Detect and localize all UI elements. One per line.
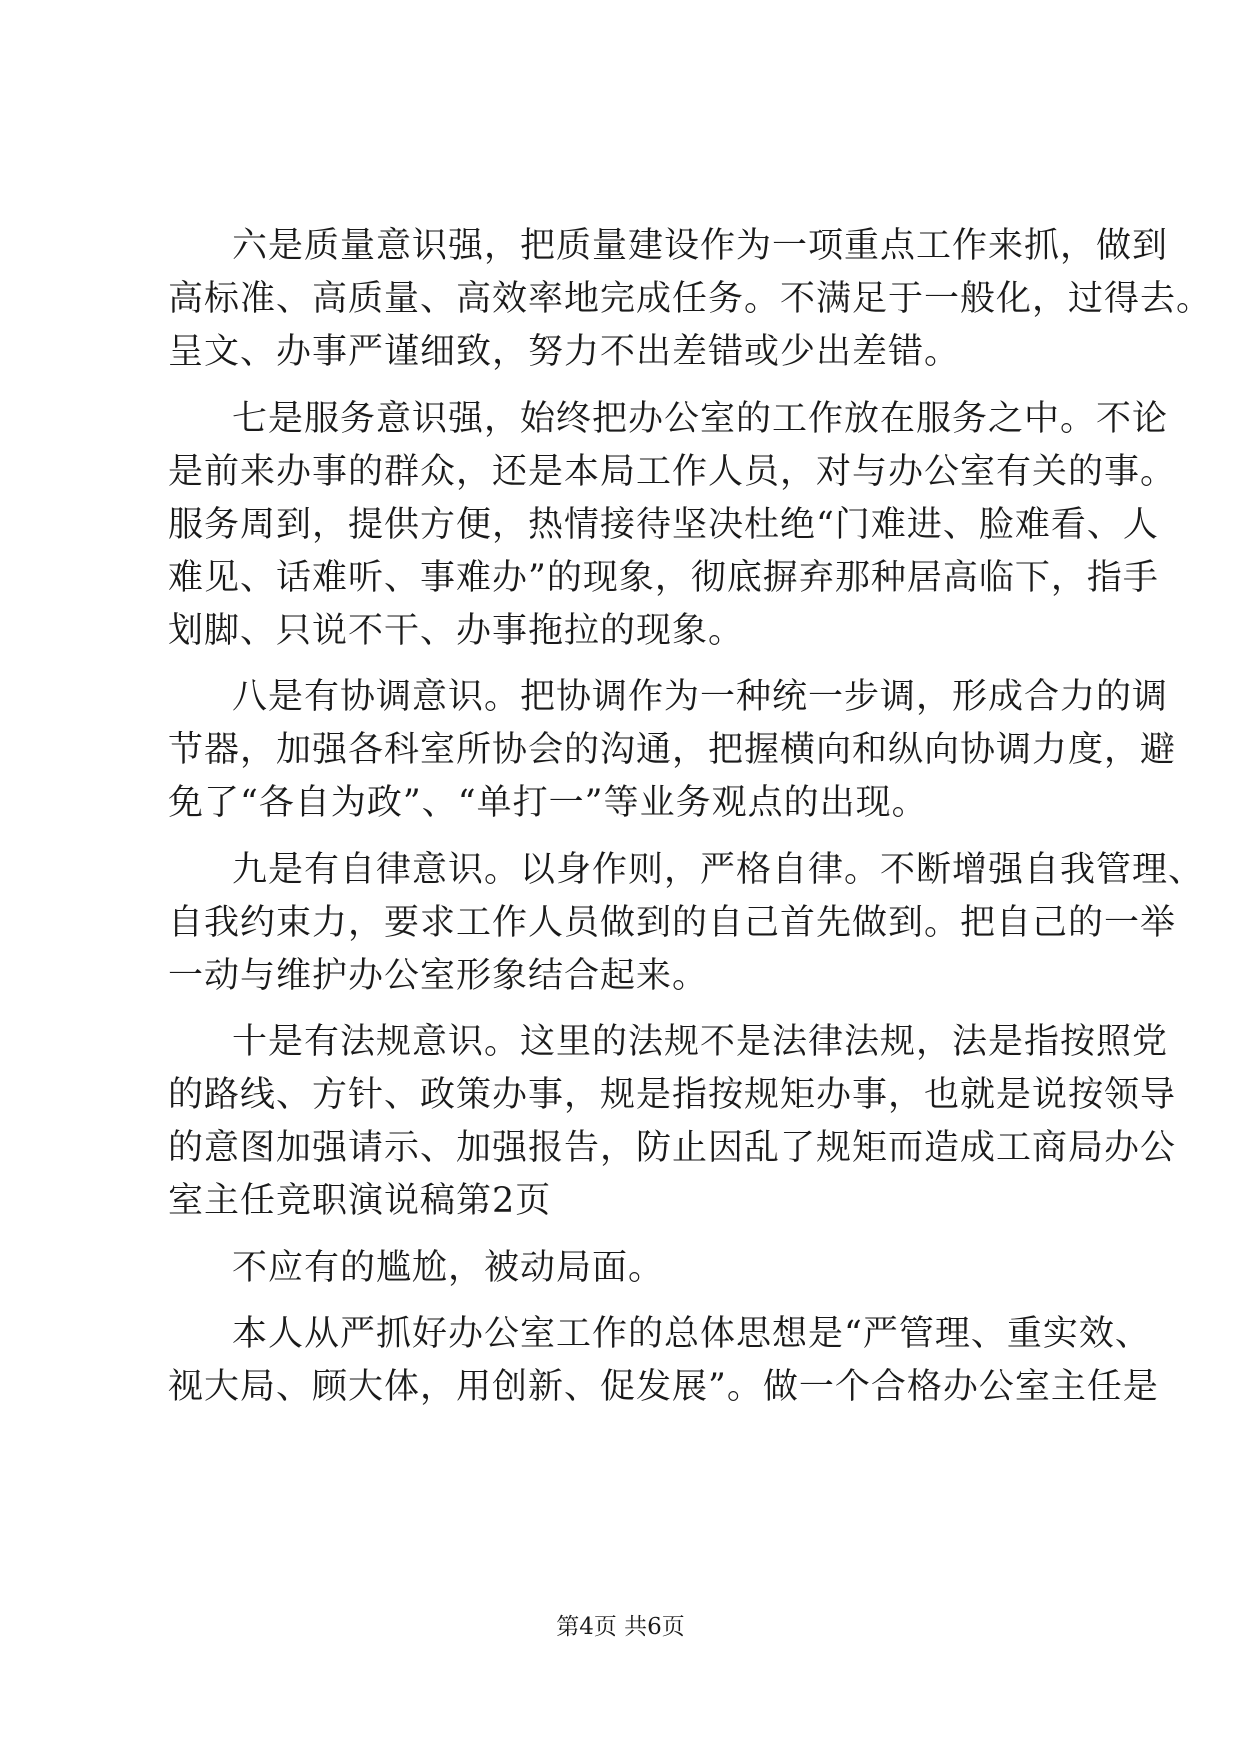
text-line: 呈文、办事严谨细致，努力不出差错或少出差错。 <box>168 332 961 372</box>
paragraph-continuation <box>168 1242 1088 1295</box>
paragraph-overall-idea <box>168 1308 1159 1414</box>
paragraph-regulations <box>168 1016 1177 1228</box>
text-line: 六是质量意识强，把质量建设作为一项重点工作来抓，做到 <box>232 226 1169 266</box>
text-line: 的路线、方针、政策办事，规是指按规矩办事，也就是说按领导 <box>168 1075 1177 1115</box>
text-line: 高标准、高质量、高效率地完成任务。不满足于一般化，过得去。 <box>168 279 1213 319</box>
text-line: 室主任竞职演说稿第2页 <box>168 1181 552 1221</box>
text-line: 九是有自律意识。以身作则，严格自律。不断增强自我管理、 <box>232 849 1205 890</box>
text-line: 的意图加强请示、加强报告，防止因乱了规矩而造成工商局办公 <box>168 1128 1177 1168</box>
paragraph-service <box>168 393 1177 658</box>
paragraph-quality <box>168 220 1213 379</box>
text-line: 八是有协调意识。把协调作为一种统一步调，形成合力的调 <box>232 677 1169 717</box>
text-line: 是前来办事的群众，还是本局工作人员，对与办公室有关的事。 <box>168 451 1177 492</box>
text-line: 视大局、顾大体，用创新、促发展”。做一个合格办公室主任是 <box>168 1367 1159 1407</box>
text-line: 划脚、只说不干、办事拖拉的现象。 <box>168 610 745 651</box>
text-line: 七是服务意识强，始终把办公室的工作放在服务之中。不论 <box>232 398 1169 439</box>
text-line: 服务周到，提供方便，热情接待坚决杜绝“门难进、脸难看、人 <box>168 504 1159 545</box>
text-line: 十是有法规意识。这里的法规不是法律法规，法是指按照党 <box>232 1022 1169 1062</box>
document-body <box>168 220 1213 1428</box>
text-line: 难见、话难听、事难办”的现象，彻底摒弃那种居高临下，指手 <box>168 557 1159 598</box>
paragraph-coordination <box>168 671 1177 830</box>
text-line: 免了“各自为政”、“单打一”等业务观点的出现。 <box>168 783 928 823</box>
text-line: 本人从严抓好办公室工作的总体思想是“严管理、重实效、 <box>232 1314 1151 1354</box>
text-line: 节器，加强各科室所协会的沟通，把握横向和纵向协调力度，避 <box>168 730 1177 770</box>
paragraph-self-discipline <box>168 844 1205 1003</box>
text-line: 自我约束力，要求工作人员做到的自己首先做到。把自己的一举 <box>168 902 1177 943</box>
page-number-footer: 第4页 共6页 <box>556 1614 685 1640</box>
text-line: 不应有的尴尬，被动局面。 <box>232 1247 665 1288</box>
text-line: 一动与维护办公室形象结合起来。 <box>168 955 709 996</box>
